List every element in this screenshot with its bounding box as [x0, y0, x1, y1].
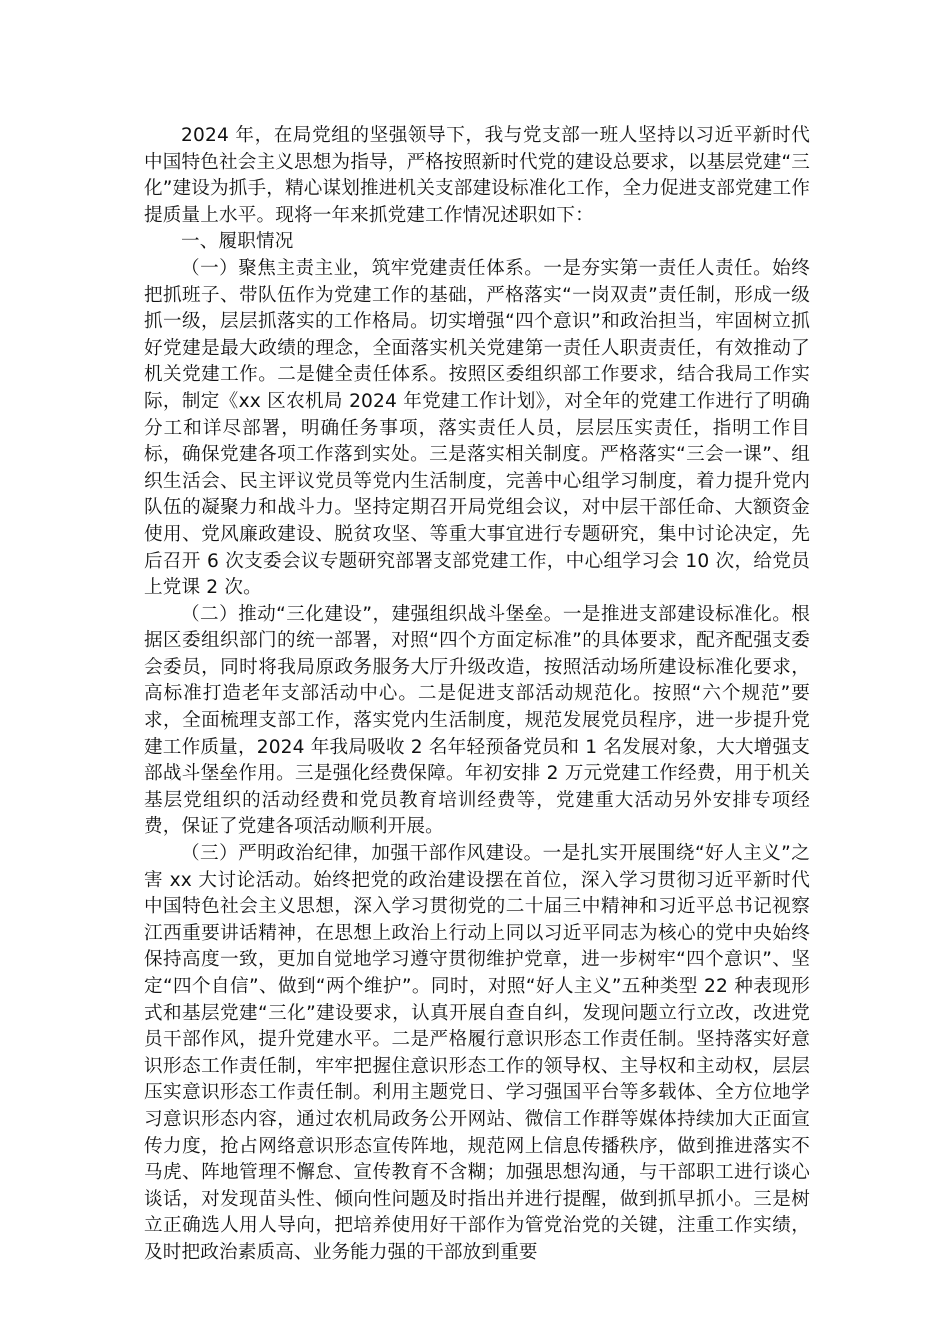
document-body — [144, 123, 810, 1267]
subsection-paragraph-3: （三）严明政治纪律，加强干部作风建设。一是扎实开展围绕“好人主义”之害 xx 大讨论活动。始终把党的政治建设摆在首位，深入学习贯彻习近平新时代中国特色社会主义思想，深入学习贯彻党的二十届三中精神和习近平总书记视察江西重要讲话精神，在思想上政治上行动上同以习近平同志为核心的党中央始终保持高度一致，更加自觉地学习遵守贯彻维护党章，进一步树牢“四个意识”、坚定“四个自信”、做到“两个维护”。同时，对照“好人主义”五种类型 22 种表现形式和基层党建“三化”建设要求，认真开展自查自纠，发现问题立行立改，改进党员干部作风，提升党建水平。二是严格履行意识形态工作责任制。坚持落实好意识形态工作责任制，牢牢把握住意识形态工作的领导权、主导权和主动权，层层压实意识形态工作责任制。利用主题党日、学习强国平台等多载体、全方位地学习意识形态内容，通过农机局政务公开网站、微信工作群等媒体持续加大正面宣传力度，抢占网络意识形态宣传阵地，规范网上信息传播秩序，做到推进落实不马虎、阵地管理不懈怠、宣传教育不含糊；加强思想沟通，与干部职工进行谈心谈话，对发现苗头性、倾向性问题及时指出并进行提醒，做到抓早抓小。三是树立正确选人用人导向，把培养使用好干部作为管党治党的关键，注重工作实绩，及时把政治素质高、业务能力强的干部放到重要 — [144, 843, 810, 1263]
subsection-paragraph-1: （一）聚焦主责主业，筑牢党建责任体系。一是夯实第一责任人责任。始终把抓班子、带队伍作为党建工作的基础，严格落实“一岗双责”责任制，形成一级抓一级，层层抓落实的工作格局。切实增强“四个意识”和政治担当，牢固树立抓好党建是最大政绩的理念，全面落实机关党建第一责任人职责责任，有效推动了机关党建工作。二是健全责任体系。按照区委组织部工作要求，结合我局工作实际，制定《xx 区农机局 2024 年党建工作计划》，对全年的党建工作进行了明确分工和详尽部署，明确任务事项，落实责任人员，层层压实责任，指明工作目标，确保党建各项工作落到实处。三是落实相关制度。严格落实“三会一课”、组织生活会、民主评议党员等党内生活制度，完善中心组学习制度，着力提升党内队伍的凝聚力和战斗力。坚持定期召开局党组会议，对中层干部任命、大额资金使用、党风廉政建设、脱贫攻坚、等重大事宜进行专题研究，集中讨论决定，先后召开 6 次支委会议专题研究部署支部党建工作，中心组学习会 10 次，给党员上党课 2 次。 — [144, 257, 810, 599]
section-heading-duty-performance: 一、履职情况 — [181, 231, 294, 253]
subsection-paragraph-2: （二）推动“三化建设”，建强组织战斗堡垒。一是推进支部建设标准化。根据区委组织部门的统一部署，对照“四个方面定标准”的具体要求，配齐配强支委会委员，同时将我局原政务服务大厅升级改造，按照活动场所建设标准化要求，高标准打造老年支部活动中心。二是促进支部活动规范化。按照“六个规范”要求，全面梳理支部工作，落实党内生活制度，规范发展党员程序，进一步提升党建工作质量，2024 年我局吸收 2 名年轻预备党员和 1 名发展对象，大大增强支部战斗堡垒作用。三是强化经费保障。年初安排 2 万元党建工作经费，用于机关基层党组织的活动经费和党员教育培训经费等，党建重大活动另外安排专项经费，保证了党建各项活动顺利开展。 — [144, 603, 810, 838]
intro-paragraph: 2024 年，在局党组的坚强领导下，我与党支部一班人坚持以习近平新时代中国特色社会主义思想为指导，严格按照新时代党的建设总要求，以基层党建“三化”建设为抓手，精心谋划推进机关支部建设标准化工作，全力促进支部党建工作提质量上水平。现将一年来抓党建工作情况述职如下： — [144, 125, 810, 226]
